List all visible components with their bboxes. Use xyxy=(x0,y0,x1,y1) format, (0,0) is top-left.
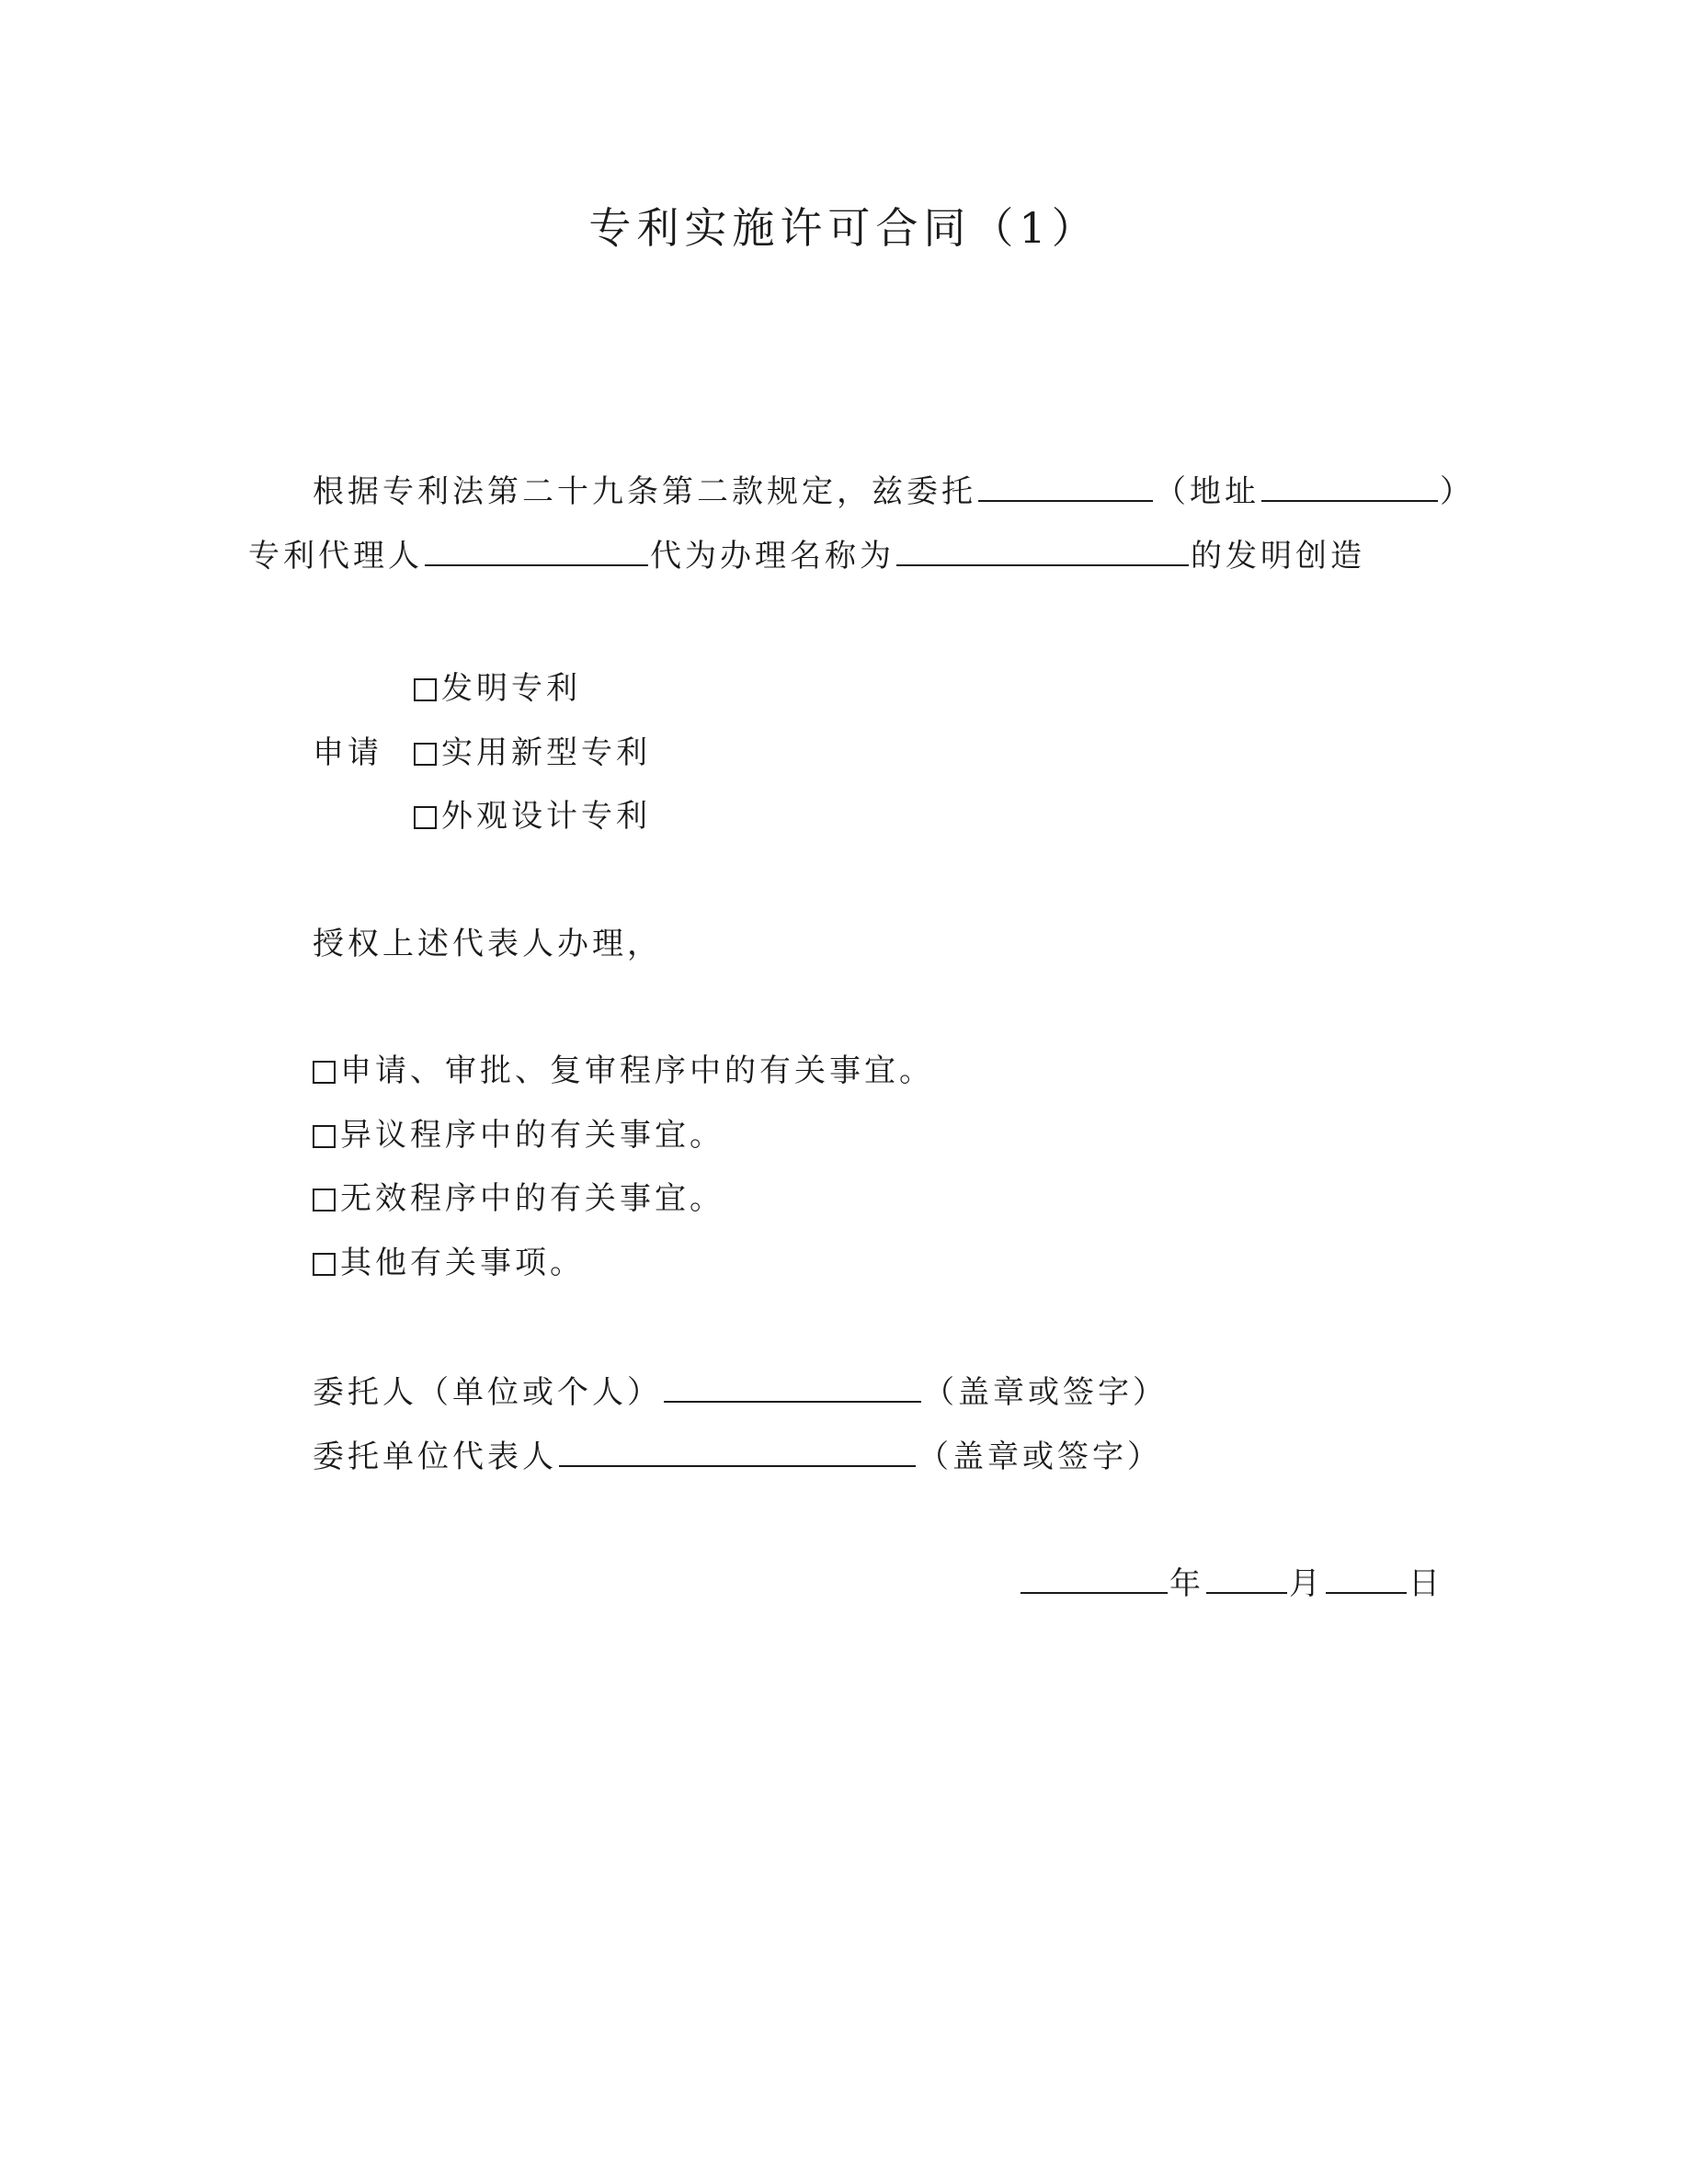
matter-item-1[interactable] xyxy=(313,1051,934,1091)
client-note: （盖章或签字） xyxy=(923,1374,1168,1411)
matter-label: 异议程序中的有关事宜。 xyxy=(340,1117,724,1154)
intro-suffix: 的发明创造 xyxy=(1191,538,1365,574)
checkbox-icon[interactable] xyxy=(313,1253,336,1276)
address-blank[interactable] xyxy=(1261,469,1438,502)
checkbox-icon[interactable] xyxy=(313,1125,336,1148)
invention-name-blank[interactable] xyxy=(896,533,1189,566)
address-open: （地址 xyxy=(1155,473,1260,510)
apply-option-invention[interactable] xyxy=(414,668,581,709)
checkbox-icon[interactable] xyxy=(313,1061,336,1084)
apply-option-utility[interactable] xyxy=(414,733,651,773)
month-label: 月 xyxy=(1289,1565,1324,1602)
matter-label: 无效程序中的有关事宜。 xyxy=(340,1180,724,1217)
date-line xyxy=(1019,1561,1443,1604)
intro-line-2 xyxy=(248,533,1365,576)
day-label: 日 xyxy=(1409,1565,1443,1602)
intro-prefix: 根据专利法第二十九条第二款规定，兹委托 xyxy=(313,473,976,510)
apply-option-design[interactable] xyxy=(414,796,651,836)
option-label: 实用新型专利 xyxy=(441,734,651,771)
client-blank[interactable] xyxy=(978,469,1153,502)
intro-line-1 xyxy=(313,469,1475,512)
client-label: 委托人（单位或个人） xyxy=(313,1374,662,1411)
matter-label: 申请、审批、复审程序中的有关事宜。 xyxy=(340,1052,934,1089)
matter-label: 其他有关事项。 xyxy=(340,1245,585,1281)
matter-item-2[interactable] xyxy=(313,1115,724,1155)
apply-label: 申请 xyxy=(313,734,382,771)
rep-note: （盖章或签字） xyxy=(918,1439,1162,1475)
month-blank[interactable] xyxy=(1206,1561,1287,1594)
checkbox-icon[interactable] xyxy=(414,743,437,766)
option-label: 外观设计专利 xyxy=(441,798,651,835)
matter-item-4[interactable] xyxy=(313,1243,585,1283)
client-signature-line xyxy=(313,1370,1168,1413)
agent-label: 专利代理人 xyxy=(248,538,423,574)
authorize-text: 授权上述代表人办理， xyxy=(313,926,662,962)
handle-label: 代为办理名称为 xyxy=(650,538,895,574)
document-title: 专利实施许可合同（1） xyxy=(588,203,1100,253)
year-label: 年 xyxy=(1169,1565,1204,1602)
checkbox-icon[interactable] xyxy=(414,678,437,701)
client-signature-blank[interactable] xyxy=(664,1370,921,1403)
option-label: 发明专利 xyxy=(441,670,581,707)
rep-signature-line xyxy=(313,1434,1162,1477)
rep-label: 委托单位代表人 xyxy=(313,1439,557,1475)
rep-signature-blank[interactable] xyxy=(559,1434,916,1467)
matter-item-3[interactable] xyxy=(313,1178,724,1219)
checkbox-icon[interactable] xyxy=(414,806,437,829)
checkbox-icon[interactable] xyxy=(313,1189,336,1211)
address-close: ） xyxy=(1440,473,1475,510)
agent-blank[interactable] xyxy=(425,533,648,566)
year-blank[interactable] xyxy=(1021,1561,1168,1594)
day-blank[interactable] xyxy=(1326,1561,1407,1594)
